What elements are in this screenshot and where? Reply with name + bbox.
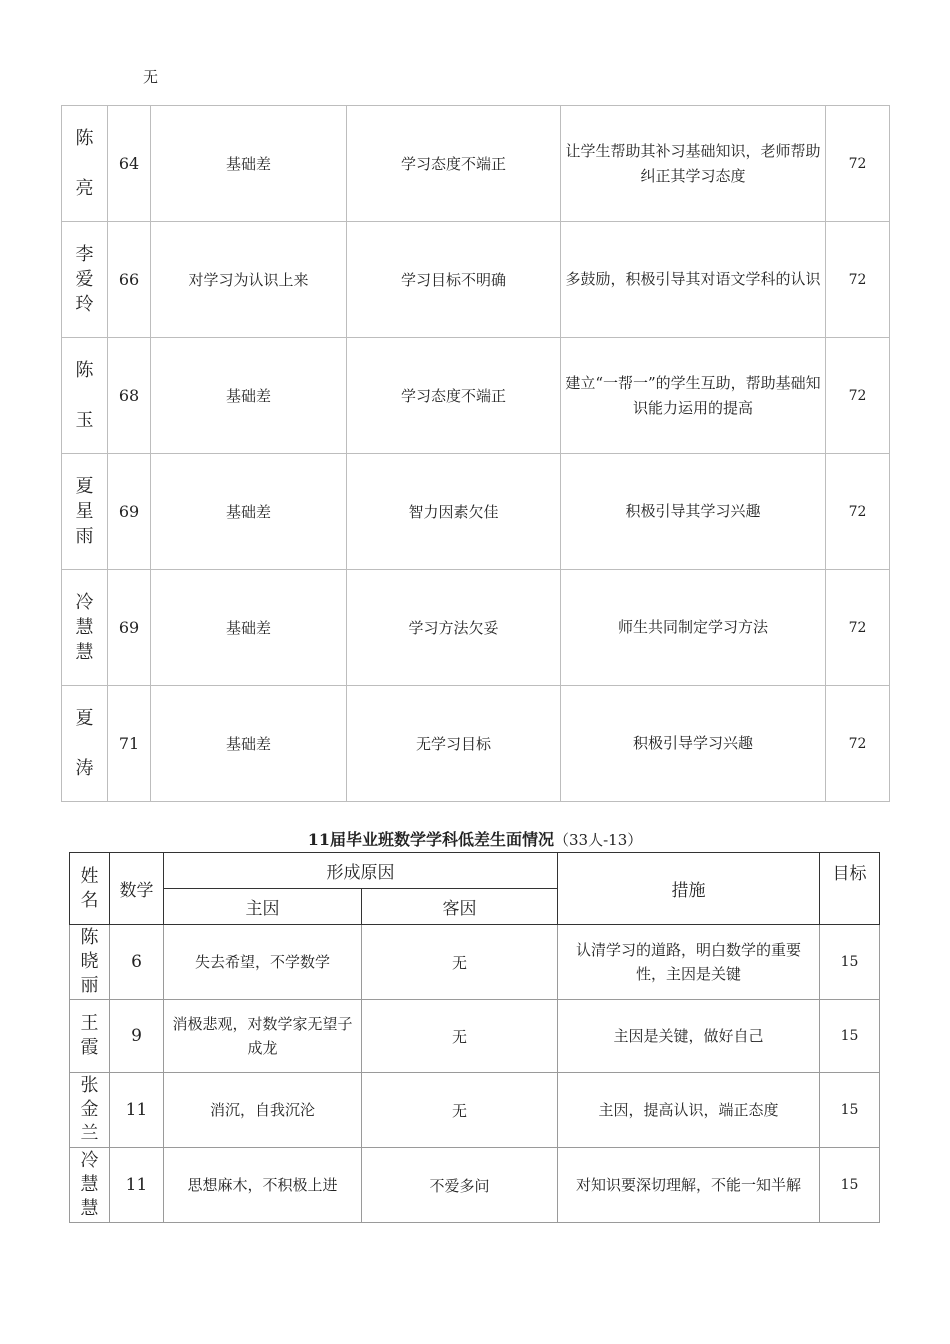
measure-cell: 主因是关键，做好自己 — [558, 1000, 820, 1073]
table-row — [70, 1148, 880, 1223]
header-subject: 数学 — [110, 853, 164, 925]
table-row — [62, 570, 890, 686]
target-cell: 72 — [826, 686, 890, 802]
score-cell: 69 — [108, 454, 151, 570]
student-name: 陈 亮 — [62, 106, 108, 222]
target-cell: 15 — [820, 1000, 880, 1073]
main-cause-cell: 消沉，自我沉沦 — [164, 1073, 362, 1148]
score-cell: 66 — [108, 222, 151, 338]
other-cause-cell: 无 — [362, 1073, 558, 1148]
other-cause-cell: 智力因素欠佳 — [347, 454, 561, 570]
other-cause-cell: 学习方法欠妥 — [347, 570, 561, 686]
main-cause-cell: 消极悲观，对数学家无望子成龙 — [164, 1000, 362, 1073]
table-row — [62, 686, 890, 802]
table-row — [62, 454, 890, 570]
other-cause-cell: 不爱多问 — [362, 1148, 558, 1223]
measure-cell: 对知识要深切理解，不能一知半解 — [558, 1148, 820, 1223]
main-cause-cell: 基础差 — [151, 454, 347, 570]
measure-cell: 积极引导学习兴趣 — [561, 686, 826, 802]
student-name: 夏 涛 — [62, 686, 108, 802]
score-cell: 69 — [108, 570, 151, 686]
low-score-table-math — [69, 852, 880, 1223]
header-other-cause: 客因 — [362, 889, 558, 925]
student-name: 冷 慧 慧 — [70, 1148, 110, 1223]
main-cause-cell: 失去希望，不学数学 — [164, 925, 362, 1000]
low-score-table-chinese — [61, 105, 890, 802]
main-cause-cell: 基础差 — [151, 106, 347, 222]
header-name: 姓 名 — [70, 853, 110, 925]
main-cause-cell: 思想麻木，不积极上进 — [164, 1148, 362, 1223]
main-cause-cell: 对学习为认识上来 — [151, 222, 347, 338]
target-cell: 15 — [820, 1148, 880, 1223]
table-row — [62, 106, 890, 222]
student-name: 陈 玉 — [62, 338, 108, 454]
header-cause-group: 形成原因 — [164, 853, 558, 889]
main-cause-cell: 基础差 — [151, 570, 347, 686]
score-cell: 68 — [108, 338, 151, 454]
measure-cell: 建立“一帮一”的学生互助，帮助基础知识能力运用的提高 — [561, 338, 826, 454]
score-cell: 11 — [110, 1148, 164, 1223]
other-cause-cell: 无学习目标 — [347, 686, 561, 802]
table-row — [62, 338, 890, 454]
student-name: 李 爱 玲 — [62, 222, 108, 338]
header-measure: 措施 — [558, 853, 820, 925]
target-cell: 72 — [826, 338, 890, 454]
score-cell: 6 — [110, 925, 164, 1000]
main-cause-cell: 基础差 — [151, 338, 347, 454]
measure-cell: 认清学习的道路，明白数学的重要性，主因是关键 — [558, 925, 820, 1000]
score-cell: 71 — [108, 686, 151, 802]
student-name: 冷 慧 慧 — [62, 570, 108, 686]
table-row — [62, 222, 890, 338]
other-cause-cell: 无 — [362, 1000, 558, 1073]
table-row — [70, 1000, 880, 1073]
top-note: 无 — [143, 68, 159, 86]
other-cause-cell: 学习态度不端正 — [347, 106, 561, 222]
measure-cell: 积极引导其学习兴趣 — [561, 454, 826, 570]
other-cause-cell: 无 — [362, 925, 558, 1000]
main-cause-cell: 基础差 — [151, 686, 347, 802]
header-target: 目标 — [820, 853, 880, 925]
student-name: 张 金 兰 — [70, 1073, 110, 1148]
header-main-cause: 主因 — [164, 889, 362, 925]
target-cell: 72 — [826, 570, 890, 686]
table-row — [70, 1073, 880, 1148]
student-name: 夏 星 雨 — [62, 454, 108, 570]
score-cell: 9 — [110, 1000, 164, 1073]
score-cell: 11 — [110, 1073, 164, 1148]
target-cell: 72 — [826, 454, 890, 570]
table-row — [70, 925, 880, 1000]
math-table-title: 11届毕业班数学学科低差生面情况（33人-13） — [307, 830, 643, 849]
measure-cell: 多鼓励，积极引导其对语文学科的认识 — [561, 222, 826, 338]
measure-cell: 让学生帮助其补习基础知识，老师帮助纠正其学习态度 — [561, 106, 826, 222]
student-name: 王 霞 — [70, 1000, 110, 1073]
target-cell: 15 — [820, 1073, 880, 1148]
student-name: 陈 晓 丽 — [70, 925, 110, 1000]
measure-cell: 主因，提高认识，端正态度 — [558, 1073, 820, 1148]
other-cause-cell: 学习目标不明确 — [347, 222, 561, 338]
other-cause-cell: 学习态度不端正 — [347, 338, 561, 454]
measure-cell: 师生共同制定学习方法 — [561, 570, 826, 686]
target-cell: 72 — [826, 222, 890, 338]
score-cell: 64 — [108, 106, 151, 222]
target-cell: 15 — [820, 925, 880, 1000]
target-cell: 72 — [826, 106, 890, 222]
